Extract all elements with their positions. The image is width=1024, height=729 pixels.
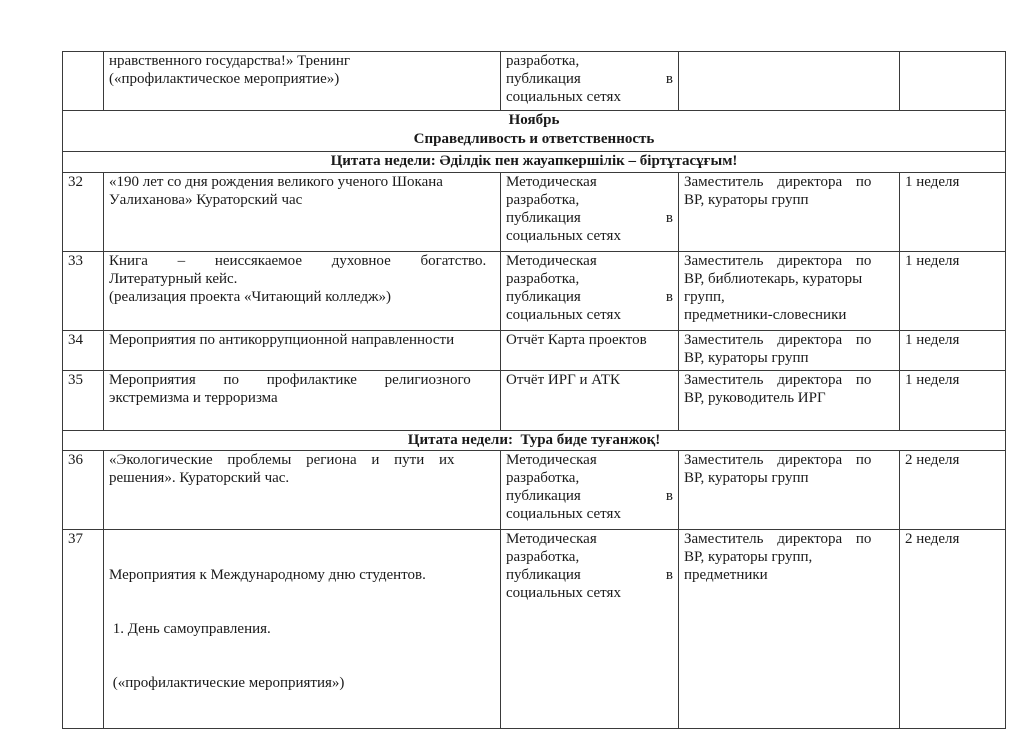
table-row — [63, 530, 1006, 729]
form-word: в — [665, 71, 673, 87]
cell-responsible — [679, 173, 900, 252]
form-line — [506, 209, 673, 227]
event-line: Книга – неиссякаемое духовное богатство. — [109, 253, 487, 269]
form-word: в — [665, 567, 673, 583]
form-line: Методическая — [506, 253, 597, 269]
form-line: Методическая — [506, 452, 597, 468]
event-line: Уалиханова» Кураторский час — [109, 192, 303, 208]
cell-num: 36 — [63, 451, 104, 530]
form-word: в — [665, 210, 673, 226]
form-word: публикация — [506, 567, 581, 583]
form-word: в — [665, 289, 673, 305]
cell-form — [501, 451, 679, 530]
cell-term: 1 неделя — [900, 173, 1006, 252]
form-word: в — [665, 488, 673, 504]
table-row — [63, 252, 1006, 331]
cell-form: Отчёт Карта проектов — [501, 331, 679, 371]
form-line — [506, 288, 673, 306]
cell-num — [63, 52, 104, 111]
cell-form — [501, 252, 679, 331]
cell-num: 35 — [63, 371, 104, 431]
quote-of-week: Цитата недели: Тура биде туғанжоқ! — [63, 431, 1006, 451]
responsible-line: Заместитель директора по — [684, 253, 872, 269]
form-line: социальных сетях — [506, 228, 621, 244]
cell-term: 2 неделя — [900, 530, 1006, 729]
cell-event — [104, 331, 501, 371]
event-line: «Экологические проблемы региона и пути их — [109, 452, 455, 468]
responsible-line: групп, — [684, 289, 725, 305]
form-line: Методическая — [506, 531, 597, 547]
cell-responsible — [679, 530, 900, 729]
form-line: разработка, — [506, 470, 580, 486]
table-row — [63, 331, 1006, 371]
quote-row — [63, 152, 1006, 173]
form-line: Методическая — [506, 174, 597, 190]
responsible-line: Заместитель директора по — [684, 372, 872, 388]
form-line: социальных сетях — [506, 89, 621, 105]
event-line: («профилактические мероприятия») — [109, 675, 345, 691]
form-line — [506, 70, 673, 88]
event-line: Мероприятия по антикоррупционной направленности — [109, 332, 455, 348]
form-line: разработка, — [506, 549, 580, 565]
cell-num: 37 — [63, 530, 104, 729]
table-row — [63, 173, 1006, 252]
cell-form — [501, 52, 679, 111]
cell-responsible — [679, 371, 900, 431]
cell-responsible — [679, 451, 900, 530]
cell-term: 1 неделя — [900, 331, 1006, 371]
form-word: публикация — [506, 488, 581, 504]
event-line: (реализация проекта «Читающий колледж») — [109, 289, 392, 305]
cell-num: 33 — [63, 252, 104, 331]
form-line — [506, 487, 673, 505]
responsible-line: ВР, кураторы групп — [684, 470, 809, 486]
form-line: социальных сетях — [506, 506, 621, 522]
cell-term: 1 неделя — [900, 252, 1006, 331]
event-line: экстремизма и терроризма — [109, 390, 278, 406]
form-line: разработка, — [506, 53, 580, 69]
form-line: социальных сетях — [506, 307, 621, 323]
cell-event — [104, 371, 501, 431]
event-line: Мероприятия по профилактике религиозного — [109, 372, 471, 388]
table-row — [63, 371, 1006, 431]
responsible-line: Заместитель директора по — [684, 332, 872, 348]
responsible-line: ВР, кураторы групп — [684, 350, 809, 366]
form-line — [506, 566, 673, 584]
cell-responsible — [679, 331, 900, 371]
table-row-continued — [63, 52, 1006, 111]
cell-event — [104, 252, 501, 331]
responsible-line — [684, 173, 894, 191]
form-line: разработка, — [506, 271, 580, 287]
month-header-row — [63, 111, 1006, 152]
responsible-line: ВР, кураторы групп, — [684, 549, 813, 565]
cell-form — [501, 173, 679, 252]
cell-event — [104, 52, 501, 111]
form-line: социальных сетях — [506, 585, 621, 601]
cell-event — [104, 451, 501, 530]
table-row — [63, 451, 1006, 530]
cell-responsible — [679, 252, 900, 331]
month-theme: Справедливость и ответственность — [413, 131, 655, 147]
responsible-line: ВР, кураторы групп — [684, 192, 809, 208]
cell-event — [104, 530, 501, 729]
month-title: Ноябрь — [508, 112, 560, 128]
event-line: Литературный кейс. — [109, 271, 238, 287]
responsible-line: Заместитель директора по — [684, 531, 872, 547]
event-line: «190 лет со дня рождения великого ученого Шокана — [109, 174, 443, 190]
month-header — [63, 111, 1006, 152]
cell-event — [104, 173, 501, 252]
responsible-line: предметники — [684, 567, 768, 583]
cell-term: 1 неделя — [900, 371, 1006, 431]
form-word: публикация — [506, 210, 581, 226]
cell-responsible — [679, 52, 900, 111]
cell-form: Отчёт ИРГ и АТК — [501, 371, 679, 431]
responsible-text: Заместитель директора по — [684, 174, 872, 190]
event-plan-table — [62, 51, 1006, 729]
event-line: 1. День самоуправления. — [109, 621, 271, 637]
responsible-line: предметники-словесники — [684, 307, 847, 323]
responsible-line: ВР, руководитель ИРГ — [684, 390, 826, 406]
cell-term — [900, 52, 1006, 111]
form-line: разработка, — [506, 192, 580, 208]
event-line: («профилактическое мероприятие») — [109, 71, 340, 87]
event-line: решения». Кураторский час. — [109, 470, 290, 486]
cell-num: 34 — [63, 331, 104, 371]
cell-form — [501, 530, 679, 729]
form-word: публикация — [506, 71, 581, 87]
responsible-line: ВР, библиотекарь, кураторы — [684, 271, 863, 287]
form-word: публикация — [506, 289, 581, 305]
quote-of-week: Цитата недели: Әділдік пен жауапкершілік – біртұтасұғым! — [63, 152, 1006, 173]
responsible-line: Заместитель директора по — [684, 452, 872, 468]
cell-num: 32 — [63, 173, 104, 252]
event-line: нравственного государства!» Тренинг — [109, 53, 351, 69]
quote-row — [63, 431, 1006, 451]
cell-term: 2 неделя — [900, 451, 1006, 530]
event-line: Мероприятия к Международному дню студентов. — [109, 567, 426, 583]
